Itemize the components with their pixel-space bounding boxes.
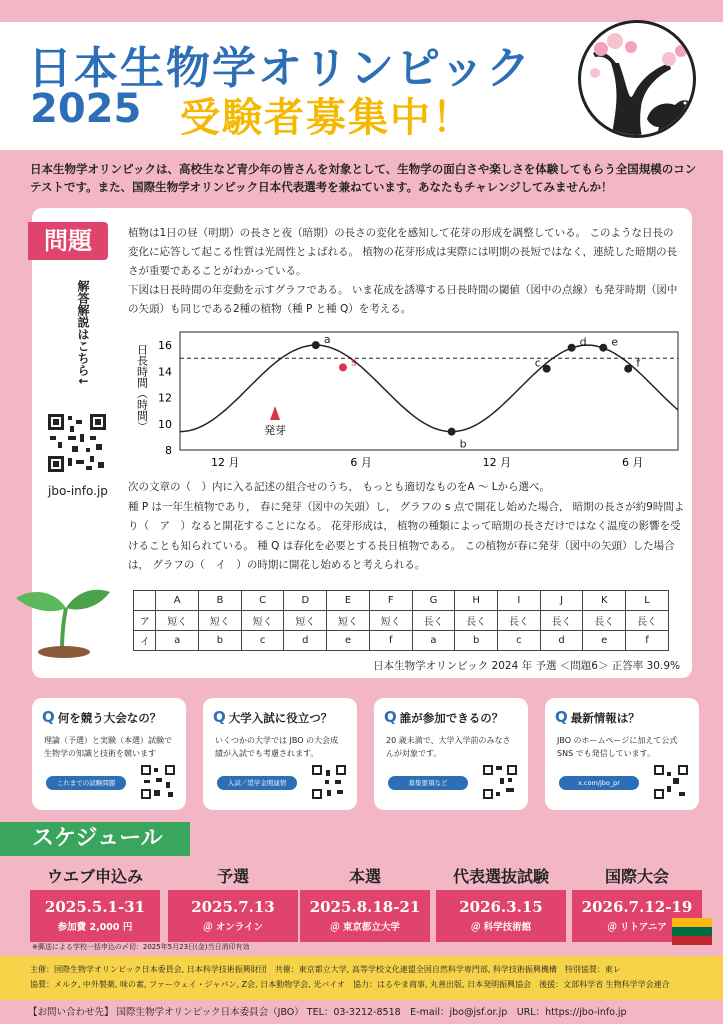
guidelines-button[interactable]: 募集要項など	[388, 776, 468, 790]
card-body: JBO のホームページに加えて公式 SNS でも発信しています。	[557, 736, 678, 758]
schedule-step-final	[300, 864, 430, 942]
table-cell: c	[498, 631, 541, 651]
point-label: s	[350, 355, 357, 369]
step-date: 2025.8.18-21	[309, 898, 421, 916]
table-cell: 長く	[412, 611, 455, 631]
x-tick-label: 6 月	[350, 456, 372, 469]
question-paragraph-2: 下図は日長時間の年変動を示すグラフである。 いま花成を誘導する日長時間の閾値（図中の点線）も発芽時期（図中の矢頭）も同じである2種の植物（種 P と種 Q）を考える。	[128, 284, 678, 315]
logo-pheasant-cherry-icon	[578, 20, 696, 138]
sns-link-button[interactable]: x.com/jbo_pr	[559, 776, 639, 790]
table-cell: e	[327, 631, 370, 651]
deadline-note: ※郵送による学校一括申込の〆切：2025年5月23日(金)当日消印有効	[32, 943, 250, 951]
card-body: 20 歳未満で、大学入学前のみなさんが対象です。	[386, 736, 511, 758]
data-point	[568, 344, 576, 352]
step-heading: 予選	[216, 867, 249, 886]
point-label: f	[636, 356, 641, 370]
past-exams-button[interactable]: これまでの試験問題	[46, 776, 126, 790]
sponsors-footer	[0, 956, 723, 1000]
table-cell: B	[199, 591, 242, 611]
question-source: 日本生物学オリンピック 2024 年 予選 ＜問題6＞ 正答率 30.9%	[373, 660, 680, 672]
question-text	[128, 224, 678, 319]
point-label: a	[323, 333, 331, 347]
title-recruit: 受験者募集中！	[180, 95, 474, 141]
x-tick-label: 6 月	[621, 456, 644, 469]
table-cell: a	[412, 631, 455, 651]
table-cell: 短く	[156, 611, 199, 631]
table-cell: E	[327, 591, 370, 611]
table-row	[134, 631, 669, 651]
y-axis-label: 日長時間（時間）	[135, 344, 149, 432]
table-cell: b	[199, 631, 242, 651]
table-cell: 短く	[199, 611, 242, 631]
table-cell: f	[369, 631, 412, 651]
table-cell: 短く	[327, 611, 370, 631]
card-title: 何を競う大会なの？	[57, 711, 162, 725]
table-cell: 長く	[498, 611, 541, 631]
y-tick-label: 12	[158, 391, 172, 405]
step-sub: ＠ 科学技術館	[470, 922, 532, 933]
day-length-chart	[128, 324, 688, 474]
step-heading: 国際大会	[604, 867, 669, 886]
step-date: 2026.7.12-19	[581, 898, 693, 916]
q-mark: Q	[555, 708, 568, 726]
question-text-2	[128, 478, 688, 576]
question-label: 問題	[28, 222, 108, 260]
data-point	[543, 365, 551, 373]
data-point	[599, 344, 607, 352]
header-stripe	[0, 0, 723, 22]
table-cell: 長く	[626, 611, 669, 631]
step-date: 2026.3.15	[459, 898, 543, 916]
card-title: 最新情報は？	[570, 711, 640, 725]
sponsors-line-1: 主催：国際生物学オリンピック日本委員会, 日本科学技術振興財団 共催：東京都立大学, 高等学校文化連盟全国自然科学専門部, 科学技術振興機構 特別協賛：東レ	[30, 965, 621, 974]
faq-card-news	[545, 698, 699, 810]
step-sub: ＠ 東京都立大学	[330, 922, 400, 933]
data-point	[312, 341, 320, 349]
table-cell: ア	[134, 611, 156, 631]
table-cell: f	[626, 631, 669, 651]
question-paragraph-1: 植物は1日の昼（明期）の長さと夜（暗期）の長さの変化を感知して花芽の形成を調整している。 このような日長の変化に応答して起こる性質は光周性とよばれる。 植物の花芽形成は実際には明期の長短ではなく，連続した暗期の長さが重要であることがわかっている。	[128, 227, 678, 277]
point-label: b	[459, 437, 467, 451]
point-label: e	[611, 335, 619, 349]
card-body: いくつかの大学では JBO の大会成績が入試でも考慮されます。	[215, 736, 339, 758]
table-cell: D	[284, 591, 327, 611]
step-heading: 本選	[348, 867, 381, 886]
table-cell: 短く	[284, 611, 327, 631]
table-cell: d	[540, 631, 583, 651]
chart-svg	[128, 324, 688, 474]
table-cell: C	[241, 591, 284, 611]
table-cell: H	[455, 591, 498, 611]
admission-info-button[interactable]: 入試／奨学金関連情	[217, 776, 297, 790]
y-tick-label: 14	[158, 365, 172, 379]
schedule-title: スケジュール	[0, 822, 190, 856]
table-cell: A	[156, 591, 199, 611]
schedule-step-prelim	[168, 864, 298, 942]
question-paragraph-3: 次の文章の（ ）内に入る記述の組合せのうち， もっとも適切なものをA ～ Lから選べ。	[128, 481, 551, 493]
table-cell: 長く	[540, 611, 583, 631]
step-date: 2025.5.1-31	[44, 898, 146, 916]
faq-card-eligibility	[374, 698, 528, 810]
q-mark: Q	[384, 708, 397, 726]
step-box	[300, 890, 430, 942]
sprout-arrow-icon	[270, 406, 280, 420]
table-cell: J	[540, 591, 583, 611]
table-cell: F	[369, 591, 412, 611]
table-cell: b	[455, 631, 498, 651]
card-title: 誰が参加できるの？	[399, 711, 504, 725]
card-title: 大学入試に役立つ？	[228, 711, 333, 725]
table-cell	[134, 591, 156, 611]
table-cell: I	[498, 591, 541, 611]
table-cell: 長く	[455, 611, 498, 631]
qr-code-icon[interactable]	[311, 764, 347, 800]
table-cell: 短く	[241, 611, 284, 631]
qr-code-icon[interactable]	[482, 764, 518, 800]
question-paragraph-4: 種 P は一年生植物であり， 春に発芽（図中の矢頭）し， グラフの s 点で開花し始めた場合， 暗期の長さが約9時間より（ ア ）なると開花することになる。 花芽形成は， 植物の種類によって暗期の長さだけではなく温度の影響を受けることも知られている。 種 Q は春化を必要とする長日植物である。 この植物が春に発芽（図中の矢頭）した場合は， グラフの（ イ ）の時期に開花し始めると考えられる。	[128, 500, 685, 571]
qr-code-icon[interactable]	[46, 412, 108, 474]
sprout-icon	[14, 570, 114, 660]
table-cell: c	[241, 631, 284, 651]
x-tick-label: 12 月	[482, 456, 512, 469]
sponsors-line-2: 協賛：メルク, 中外製薬, 味の素, ファーウェイ・ジャパン, Z会, 日本動物学会, 光バイオ 協力：はるやま商事, 丸善出版, 日本発明振興協会 後援：文部科学省 生物科学学会連合	[30, 980, 670, 989]
page-title: 日本生物学オリンピック	[28, 43, 533, 94]
table-cell: G	[412, 591, 455, 611]
table-header-row	[134, 591, 669, 611]
lithuania-flag-icon	[672, 918, 712, 945]
point-label: c	[534, 356, 541, 370]
step-sub: ＠ リトアニア	[607, 922, 667, 933]
sprout-label: 発芽	[264, 424, 287, 437]
y-tick-label: 16	[158, 339, 172, 353]
card-body: 理論（予選）と実験（本選）試験で生物学の知識と技術を競います	[44, 736, 172, 758]
data-point	[448, 428, 456, 436]
table-cell: L	[626, 591, 669, 611]
y-tick-label: 8	[165, 444, 172, 457]
qr-code-icon[interactable]	[653, 764, 689, 800]
qr-code-icon[interactable]	[140, 764, 176, 800]
answer-guide-text: 解答解説はこちら↓	[76, 280, 90, 387]
table-cell: a	[156, 631, 199, 651]
q-mark: Q	[213, 708, 226, 726]
title-year: 2025	[30, 86, 142, 132]
step-heading: 代表選抜試験	[452, 867, 549, 886]
table-row	[134, 611, 669, 631]
data-point	[339, 363, 347, 371]
table-cell: 短く	[369, 611, 412, 631]
table-cell: d	[284, 631, 327, 651]
x-tick-label: 12 月	[211, 456, 240, 469]
table-cell: 長く	[583, 611, 626, 631]
step-box	[30, 890, 160, 942]
faq-card-admission	[203, 698, 357, 810]
table-cell: e	[583, 631, 626, 651]
table-cell: K	[583, 591, 626, 611]
y-tick-label: 10	[158, 417, 172, 431]
step-box	[168, 890, 298, 942]
contact-info: 【お問い合わせ先】 国際生物学オリンピック日本委員会（JBO） TEL：03-3212-8518 E-mail：jbo@jsf.or.jp URL：https://jbo-info.jp	[28, 1007, 627, 1018]
step-heading: ウエブ申込み	[46, 867, 143, 886]
schedule-step-apply	[30, 864, 160, 942]
q-mark: Q	[42, 708, 55, 726]
step-date: 2025.7.13	[191, 898, 275, 916]
step-sub: 参加費 2,000 円	[57, 922, 133, 933]
table-cell: イ	[134, 631, 156, 651]
data-point	[624, 365, 632, 373]
site-url[interactable]: jbo-info.jp	[48, 484, 108, 498]
point-label: d	[579, 335, 587, 349]
faq-card-what	[32, 698, 186, 810]
step-sub: ＠ オンライン	[202, 922, 264, 933]
answer-table	[133, 590, 669, 651]
intro-text: 日本生物学オリンピックは、高校生など青少年の皆さんを対象として、生物学の面白さや楽しさを体験してもらう全国規模のコンテストです。また、国際生物学オリンピック日本代表選考を兼ねています。あなたもチャレンジしてみませんか！	[30, 162, 697, 194]
step-box	[436, 890, 566, 942]
schedule-step-selection	[436, 864, 566, 942]
